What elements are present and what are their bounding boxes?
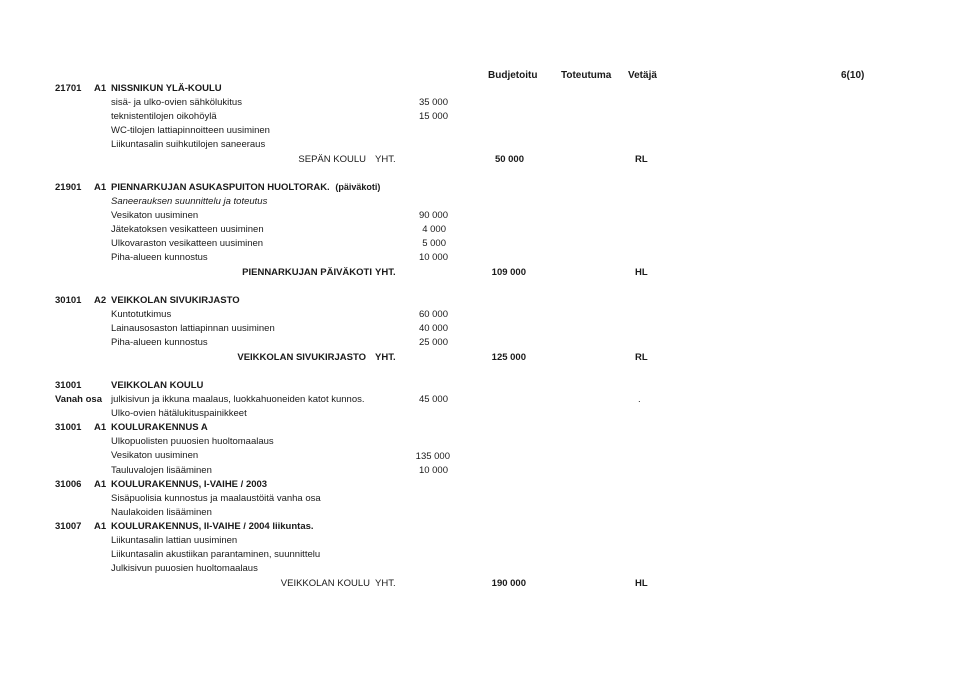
- item-text: Piha-alueen kunnostus: [111, 252, 208, 263]
- item-text: Liikuntasalin suihkutilojen saneeraus: [111, 139, 266, 150]
- item-text: Ulko-ovien hätälukituspainikkeet: [111, 408, 247, 419]
- item-text: Ulkopuolisten puuosien huoltomaalaus: [111, 436, 274, 447]
- project-title: KOULURAKENNUS, II-VAIHE / 2004 liikuntas.: [111, 521, 314, 532]
- total-amount: 190 000: [491, 578, 526, 589]
- project-code: 30101: [55, 295, 82, 306]
- project-code: 21701: [55, 83, 82, 94]
- leader-code: HL: [635, 267, 648, 278]
- project-code: 31006: [55, 479, 82, 490]
- column-header-toteutuma: Toteutuma: [561, 70, 612, 81]
- item-text: Jätekatoksen vesikatteen uusiminen: [111, 224, 264, 235]
- leader-code: HL: [635, 578, 648, 589]
- total-label: VEIKKOLAN KOULU: [280, 578, 370, 589]
- item-amount: 25 000: [418, 337, 448, 348]
- sub-code: Vanah osa: [55, 394, 102, 405]
- item-text: Lainausosaston lattiapinnan uusiminen: [111, 323, 275, 334]
- item-text: teknistentilojen oikohöylä: [111, 111, 217, 122]
- total-yht: YHT.: [375, 267, 396, 278]
- item-text: Julkisivun puuosien huoltomaalaus: [111, 563, 258, 574]
- item-text: Piha-alueen kunnostus: [111, 337, 208, 348]
- item-amount: 40 000: [418, 323, 448, 334]
- item-amount: 15 000: [418, 111, 448, 122]
- item-text: Vesikaton uusiminen: [111, 210, 199, 221]
- total-label: PIENNARKUJAN PÄIVÄKOTI: [242, 267, 372, 278]
- total-yht: YHT.: [375, 578, 396, 589]
- item-amount: 4 000: [422, 224, 446, 235]
- item-text: Tauluvalojen lisääminen: [111, 465, 212, 476]
- leader-code: RL: [635, 154, 648, 165]
- item-amount: 90 000: [418, 210, 448, 221]
- project-class: A1: [94, 182, 107, 193]
- item-text: WC-tilojen lattiapinnoitteen uusiminen: [111, 125, 270, 136]
- item-text: Sisäpuolisia kunnostus ja maalaustöitä vanha osa: [111, 493, 321, 504]
- project-class: A1: [94, 521, 107, 532]
- item-text: Naulakoiden lisääminen: [111, 507, 212, 518]
- total-yht: YHT.: [375, 154, 396, 165]
- item-amount: 35 000: [418, 97, 448, 108]
- item-amount: 10 000: [418, 252, 448, 263]
- item-amount: 135 000: [415, 451, 450, 462]
- item-amount: 60 000: [418, 309, 448, 320]
- project-title: VEIKKOLAN SIVUKIRJASTO: [111, 295, 240, 306]
- project-title: VEIKKOLAN KOULU: [111, 380, 204, 391]
- item-text: Liikuntasalin lattian uusiminen: [111, 535, 238, 546]
- item-text: Ulkovaraston vesikatteen uusiminen: [111, 238, 264, 249]
- total-yht: YHT.: [375, 352, 396, 363]
- project-class: A1: [94, 422, 107, 433]
- item-text: julkisivun ja ikkuna maalaus, luokkahuoneiden katot kunnos.: [111, 394, 365, 405]
- project-code: 21901: [55, 182, 82, 193]
- item-amount: 10 000: [418, 465, 448, 476]
- page-number: 6(10): [841, 70, 865, 81]
- column-header-vetaja: Vetäjä: [628, 70, 657, 81]
- column-header-budjetoitu: Budjetoitu: [488, 70, 538, 81]
- leader-code: RL: [635, 352, 648, 363]
- dot-mark: .: [638, 394, 641, 405]
- project-code: 31007: [55, 521, 82, 532]
- item-amount: 5 000: [422, 238, 446, 249]
- project-title-text: PIENNARKUJAN ASUKASPUITON HUOLTORAK.: [111, 182, 330, 193]
- total-amount: 109 000: [491, 267, 526, 278]
- project-title-suffix: (päiväkoti): [335, 182, 381, 192]
- item-amount: 45 000: [418, 394, 448, 405]
- item-text: Kuntotutkimus: [111, 309, 172, 320]
- project-note: Saneerauksen suunnittelu ja toteutus: [111, 196, 268, 207]
- item-text: Vesikaton uusiminen: [111, 450, 199, 461]
- total-amount: 50 000: [494, 154, 524, 165]
- project-code: 31001: [55, 380, 82, 391]
- total-label: VEIKKOLAN SIVUKIRJASTO: [237, 352, 366, 363]
- item-text: Liikuntasalin akustiikan parantaminen, suunnittelu: [111, 549, 321, 560]
- project-class: A1: [94, 83, 107, 94]
- project-title: KOULURAKENNUS A: [111, 422, 208, 433]
- total-label: SEPÄN KOULU: [298, 154, 366, 165]
- item-text: sisä- ja ulko-ovien sähkölukitus: [111, 97, 242, 108]
- project-class: A1: [94, 479, 107, 490]
- project-title: KOULURAKENNUS, I-VAIHE / 2003: [111, 479, 268, 490]
- total-amount: 125 000: [491, 352, 526, 363]
- project-title: NISSNIKUN YLÄ-KOULU: [111, 83, 222, 94]
- project-title: [111, 182, 380, 193]
- project-class: A2: [94, 295, 107, 306]
- project-code: 31001: [55, 422, 82, 433]
